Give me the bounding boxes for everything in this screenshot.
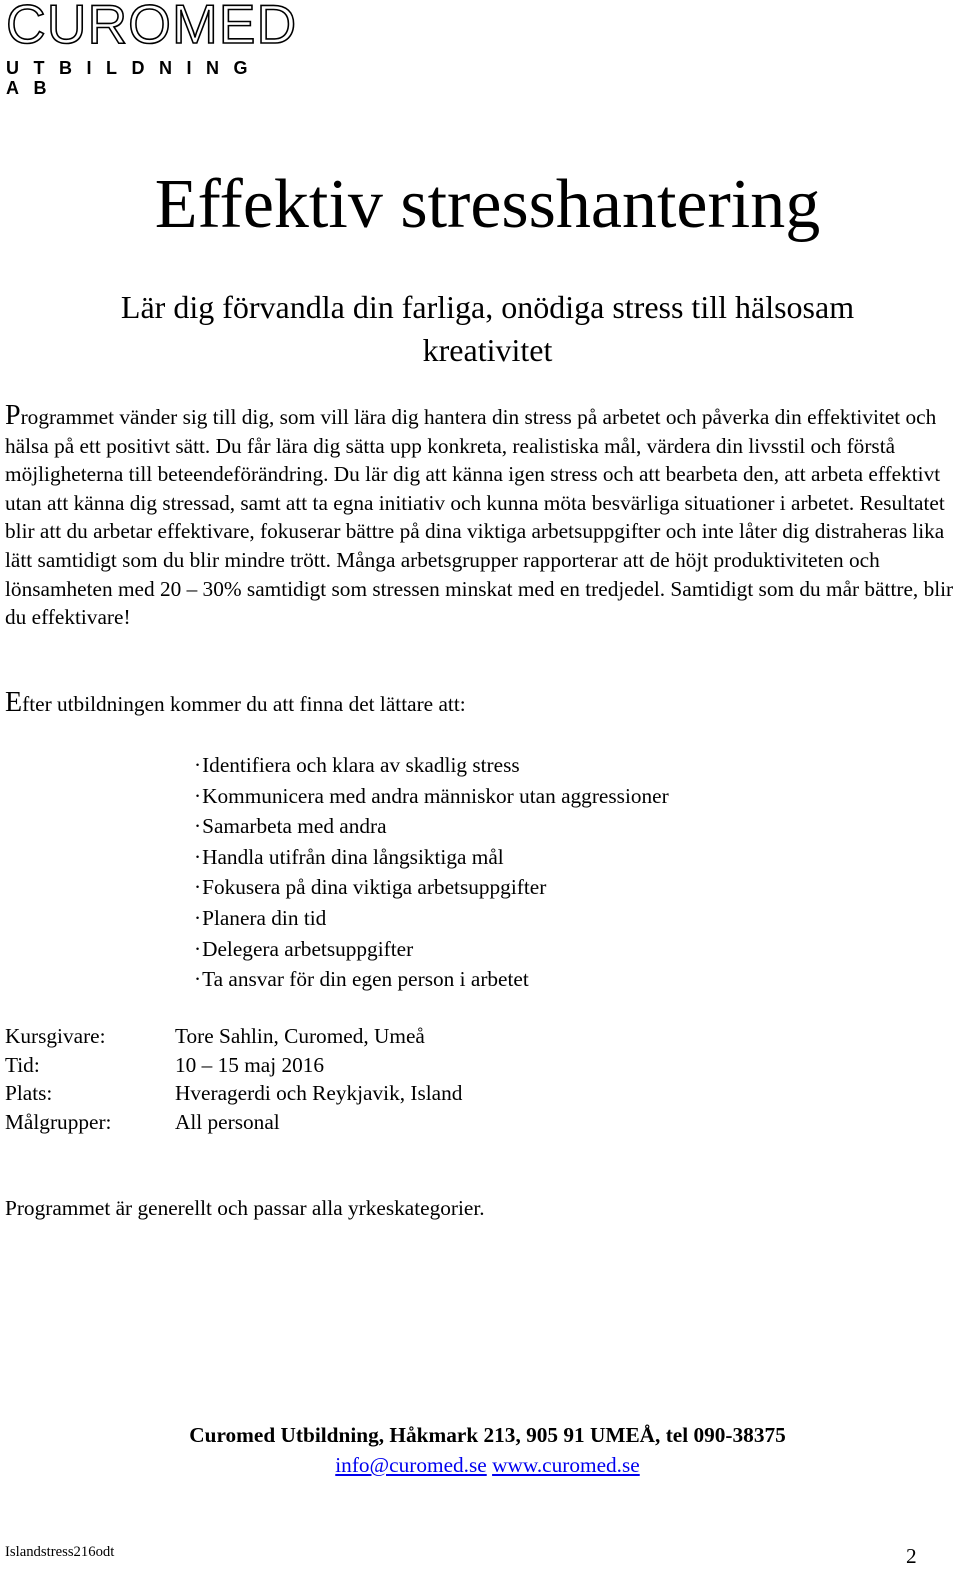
- document-id: Islandstress216odt: [5, 1544, 115, 1560]
- benefits-lead-text: fter utbildningen kommer du att finna det lättare att:: [22, 692, 466, 716]
- email-link[interactable]: info@curomed.se: [335, 1453, 487, 1477]
- closing-statement: Programmet är generellt och passar alla yrkeskategorier.: [5, 1196, 485, 1220]
- logo-subtitle: UTBILDNING AB: [6, 58, 262, 98]
- benefits-lead: [5, 688, 466, 719]
- table-row: [5, 1051, 462, 1080]
- footer-links: [0, 1450, 960, 1480]
- subtitle-line-2: kreativitet: [422, 332, 553, 368]
- intro-initial: P: [5, 400, 21, 431]
- plats-label: Plats:: [5, 1081, 53, 1105]
- list-item: · Ta ansvar för din egen person i arbetet: [194, 964, 669, 995]
- course-facts: [5, 1022, 462, 1136]
- footer-address: Curomed Utbildning, Håkmark 213, 905 91 UMEÅ, tel 090-38375: [189, 1423, 786, 1447]
- page-subtitle: [0, 286, 960, 372]
- list-item: · Samarbeta med andra: [194, 811, 669, 842]
- website-link[interactable]: www.curomed.se: [492, 1453, 640, 1477]
- plats-value: Hveragerdi och Reykjavik, Island: [175, 1081, 463, 1105]
- page-title: Effektiv stresshantering: [154, 166, 821, 243]
- malgrupper-value: All personal: [175, 1109, 280, 1134]
- kursgivare-value: Tore Sahlin, Curomed, Umeå: [175, 1024, 425, 1048]
- page-footer: [0, 1420, 960, 1480]
- intro-paragraph: [5, 402, 957, 632]
- tid-label: Tid:: [5, 1052, 40, 1077]
- curomed-logo: [6, 0, 306, 98]
- kursgivare-label: Kursgivare:: [5, 1024, 106, 1048]
- list-item: · Delegera arbetsuppgifter: [194, 934, 669, 965]
- intro-text: rogrammet vänder sig till dig, som vill lära dig hantera din stress på arbetet och påverka din effektivitet och hälsa på ett positivt sätt. Du får lära dig sätta upp konkreta, realistiska mål, värdera din livsstil och förstå möjligheterna till beteendeförändring. Du lär dig att känna igen stress och att bearbeta den, att arbeta effektivt utan att känna dig stressad, samt att ta egna initiativ och kunna möta besvärliga situationer i arbetet. Resultatet blir att du arbetar effektivare, fokuserar bättre på dina viktiga arbetsuppgifter och inte låter dig distraheras lika lätt samtidigt som du blir mindre trött. Många arbetsgrupper rapporterar att de höjt produktiviteten och lönsamheten med 20 – 30% samtidigt som stressen minskat med en tredjedel. Samtidigt som du mår bättre, blir du effektivare!: [5, 405, 954, 630]
- list-item: · Handla utifrån dina långsiktiga mål: [194, 842, 669, 873]
- table-row: [5, 1108, 462, 1137]
- table-row: [5, 1079, 462, 1108]
- subtitle-line-1: Lär dig förvandla din farliga, onödiga stress till hälsosam: [120, 289, 855, 325]
- page-number: 2: [906, 1544, 917, 1568]
- list-item: · Identifiera och klara av skadlig stress: [194, 750, 669, 781]
- logo-wordmark: CUROMED: [6, 0, 298, 55]
- tid-value: 10 – 15 maj 2016: [175, 1052, 325, 1077]
- benefits-lead-initial: E: [5, 687, 23, 718]
- malgrupper-label: Målgrupper:: [5, 1109, 112, 1134]
- list-item: · Fokusera på dina viktiga arbetsuppgifter: [194, 872, 669, 903]
- benefits-list: [194, 750, 669, 995]
- list-item: · Kommunicera med andra människor utan aggressioner: [194, 781, 669, 812]
- table-row: [5, 1022, 462, 1051]
- list-item: · Planera din tid: [194, 903, 669, 934]
